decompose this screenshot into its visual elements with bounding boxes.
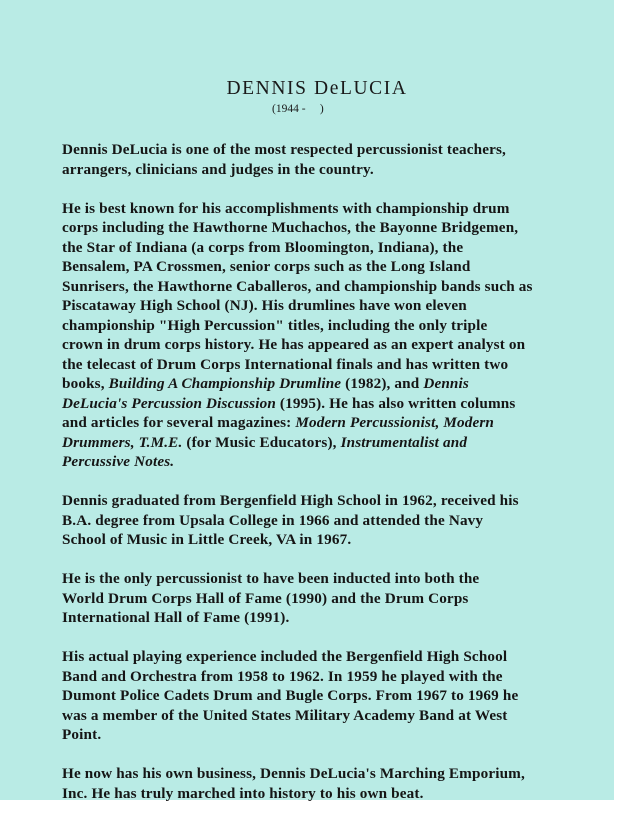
text-line xyxy=(62,530,618,550)
paragraph-business xyxy=(62,764,618,803)
text-line xyxy=(62,491,618,511)
text-line xyxy=(62,316,618,336)
body-text: Bensalem, PA Crossmen, senior corps such as the Long Island xyxy=(62,258,471,275)
body-text: crown in drum corps history. He has appeared as an expert analyst on xyxy=(62,336,526,353)
text-line xyxy=(62,725,618,745)
text-line xyxy=(62,374,618,394)
body-text: B.A. degree from Upsala College in 1966 and attended the Navy xyxy=(62,511,484,529)
body-text: (1982), and xyxy=(341,375,424,392)
text-line xyxy=(62,706,618,726)
text-line xyxy=(62,140,618,160)
body-text: Dumont Police Cadets Drum and Bugle Corps. From 1967 to 1969 he xyxy=(62,687,519,704)
life-dates: (1944 - ) xyxy=(272,103,324,115)
text-line xyxy=(62,647,618,667)
text-line xyxy=(62,335,618,355)
body-text: He is best known for his accomplishments with championship drum xyxy=(62,199,510,217)
page-title: DENNIS DeLUCIA xyxy=(226,78,408,99)
text-line xyxy=(62,452,618,472)
text-line xyxy=(62,355,618,375)
body-text: His actual playing experience included the Bergenfield High School xyxy=(62,648,508,665)
text-line xyxy=(62,277,618,297)
body-text: books, xyxy=(62,375,109,392)
body-text: Dennis DeLucia is one of the most respected percussionist teachers, xyxy=(62,141,506,158)
body-text: School of Music in Little Creek, VA in 1967. xyxy=(62,531,352,548)
italic-title-text: Dennis xyxy=(423,375,469,392)
body-text: corps including the Hawthorne Muchachos, the Bayonne Bridgemen, xyxy=(62,219,519,236)
paragraph-intro xyxy=(62,140,618,179)
paragraph-accomplishments xyxy=(62,199,618,472)
text-line xyxy=(62,296,618,316)
body-text: arrangers, clinicians and judges in the country. xyxy=(62,160,374,178)
text-line xyxy=(62,413,618,433)
text-line xyxy=(62,511,618,531)
text-line xyxy=(62,218,618,238)
body-text: World Drum Corps Hall of Fame (1990) and the Drum Corps xyxy=(62,589,469,607)
body-text: Sunrisers, the Hawthorne Caballeros, and championship bands such as xyxy=(62,277,533,295)
text-line xyxy=(62,667,618,687)
text-line xyxy=(62,433,618,453)
text-line xyxy=(62,589,618,609)
italic-title-text: Modern Percussionist, Modern xyxy=(295,414,495,431)
body-text: Point. xyxy=(62,726,102,743)
body-text: (for Music Educators), xyxy=(182,433,341,451)
paragraph-education xyxy=(62,491,618,550)
paragraph-hall-of-fame xyxy=(62,569,618,628)
text-line xyxy=(62,238,618,258)
italic-title-text: Instrumentalist and xyxy=(340,433,468,451)
body-text: Inc. He has truly marched into history to his own beat. xyxy=(62,784,424,802)
italic-title-text: Building A Championship Drumline xyxy=(108,375,342,392)
biography-body xyxy=(62,140,618,823)
text-line xyxy=(62,686,618,706)
body-text: the Star of Indiana (a corps from Bloomington, Indiana), the xyxy=(62,238,464,256)
body-text: Piscataway High School (NJ). His drumlines have won eleven xyxy=(62,297,467,314)
text-line xyxy=(62,608,618,628)
body-text: championship "High Percussion" titles, including the only triple xyxy=(62,316,488,334)
text-line xyxy=(62,160,618,180)
italic-title-text: Percussive Notes. xyxy=(62,453,175,470)
body-text: was a member of the United States Military Academy Band at West xyxy=(62,706,508,724)
italic-title-text: DeLucia's Percussion Discussion xyxy=(62,394,276,412)
text-line xyxy=(62,257,618,277)
text-line xyxy=(62,199,618,219)
text-line xyxy=(62,394,618,414)
text-line xyxy=(62,784,618,804)
body-text: and articles for several magazines: xyxy=(62,414,296,431)
text-line xyxy=(62,764,618,784)
body-text: (1995). He has also written columns xyxy=(275,394,516,412)
body-text: He now has his own business, Dennis DeLucia's Marching Emporium, xyxy=(62,765,525,782)
body-text: International Hall of Fame (1991). xyxy=(62,609,290,626)
italic-title-text: Drummers, T.M.E. xyxy=(62,433,183,451)
text-line xyxy=(62,569,618,589)
body-text: He is the only percussionist to have been inducted into both the xyxy=(62,570,480,587)
paragraph-playing-experience xyxy=(62,647,618,745)
body-text: the telecast of Drum Corps International finals and has written two xyxy=(62,355,509,373)
body-text: Band and Orchestra from 1958 to 1962. In 1959 he played with the xyxy=(62,667,503,685)
body-text: Dennis graduated from Bergenfield High School in 1962, received his xyxy=(62,492,519,509)
